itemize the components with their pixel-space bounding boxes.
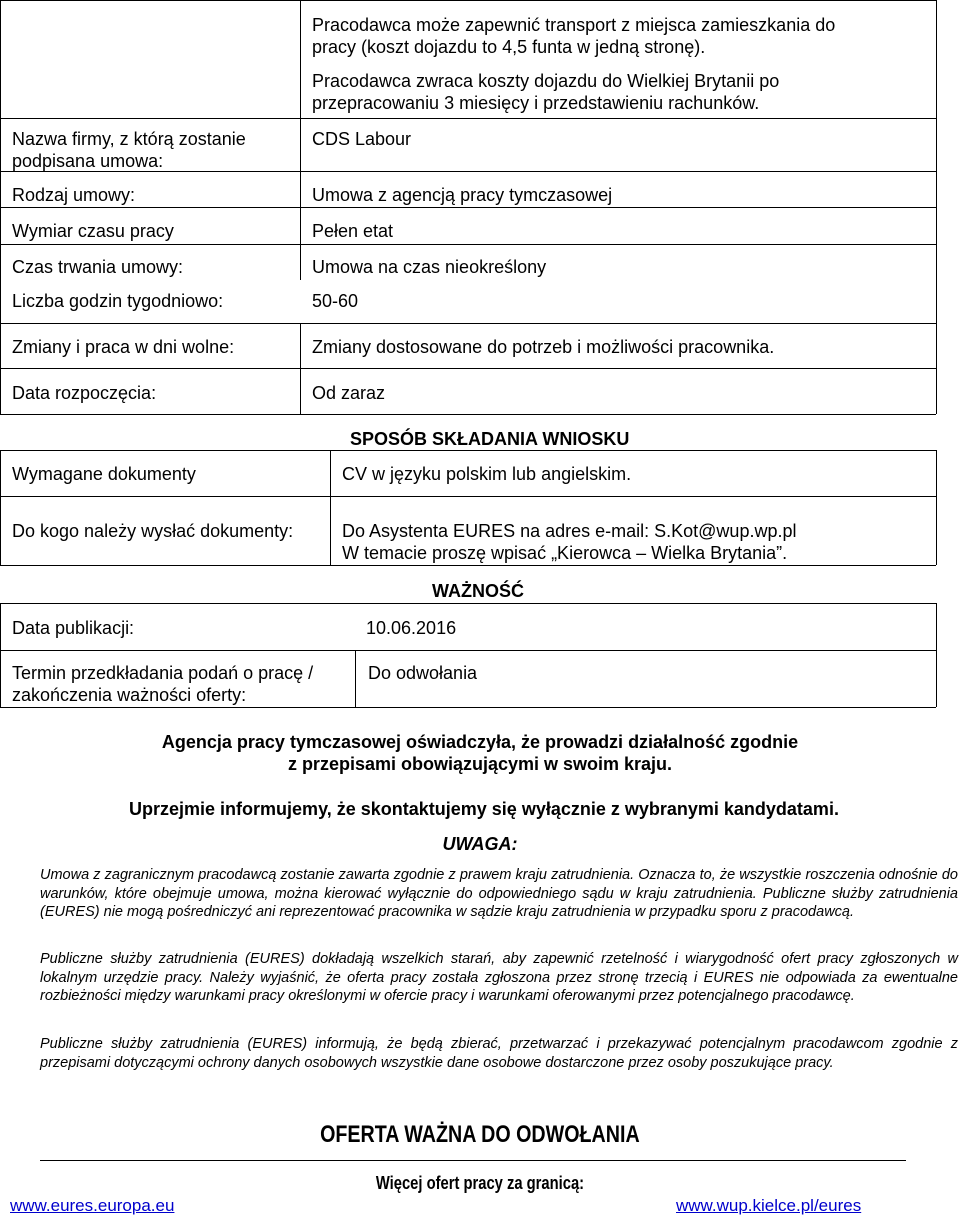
contact-notice: Uprzejmie informujemy, że skontaktujemy się wyłącznie z wybranymi kandydatami. [129,799,839,819]
eures-link[interactable]: www.eures.europa.eu [10,1196,175,1215]
contract-value: Umowa z agencją pracy tymczasowej [312,185,613,205]
validity-heading: WAŻNOŚĆ [432,581,524,601]
deadline-value: Do odwołania [368,663,478,683]
start-value: Od zaraz [312,383,386,403]
company-label-2: podpisana umowa: [12,151,164,171]
hours-label: Liczba godzin tygodniowo: [12,291,224,311]
disclaimer-paragraph-2: Publiczne służby zatrudnienia (EURES) dokładają wszelkich starań, aby zapewnić rzetelność i wiarygodność ofert pracy zgłoszonych w lokalnym urzędzie pracy. Należy wyjaśnić, że oferta pracy została zgłoszona przez stronę trzecią i EURES nie odpowiada za ewentualne rozbieżności między warunkami pracy określonymi w ofercie pracy i warunkami oferowanymi przez potencjalnego pracodawcę. [40,951,958,1004]
send-value-1: Do Asystenta EURES na adres e-mail: S.Kot@wup.wp.pl [342,521,797,541]
shifts-value: Zmiany dostosowane do potrzeb i możliwości pracownika. [312,337,775,357]
deadline-label-1: Termin przedkładania podań o pracę / [12,663,314,683]
footer-divider [40,1160,906,1161]
disclaimer-paragraph-1: Umowa z zagranicznym pracodawcą zostanie zawarta zgodnie z prawem kraju zatrudnienia. Oznacza to, że wszystkie roszczenia odnośnie do warunków, które obejmuje umowa, można kierować wyłącznie do odpowiedniego sądu w kraju zatrudnienia. Publiczne służby zatrudnienia (EURES) nie mogą pośredniczyć ani reprezentować pracownika w sądzie kraju zatrudnienia w przypadku sporu z pracodawcą. [40,867,958,920]
application-heading: SPOSÓB SKŁADANIA WNIOSKU [350,429,630,449]
more-offers-label: Więcej ofert pracy za granicą: [375,1173,585,1193]
agency-statement-2: z przepisami obowiązującymi w swoim kraju. [287,754,673,774]
offer-valid-banner [0,1121,960,1149]
disclaimer-paragraph-3: Publiczne służby zatrudnienia (EURES) informują, że będą zbierać, przetwarzać i przekazywać potencjalnym pracodawcom zgodnie z przepisami dotyczącymi ochrony danych osobowych wszystkie dane osobowe dostarczone przez osoby poszukujące pracy. [40,1036,958,1071]
shifts-label: Zmiany i praca w dni wolne: [12,337,235,357]
start-label: Data rozpoczęcia: [12,383,157,403]
send-value-2: W temacie proszę wpisać „Kierowca – Wielka Brytania”. [342,543,788,563]
offer-valid-text: OFERTA WAŻNA DO ODWOŁANIA [320,1121,640,1148]
wup-kielce-link[interactable]: www.wup.kielce.pl/eures [676,1196,862,1215]
reimbursement-line-1: Pracodawca zwraca koszty dojazdu do Wielkiej Brytanii po [312,71,780,91]
worktime-value: Pełen etat [312,221,394,241]
transport-line-1: Pracodawca może zapewnić transport z miejsca zamieszkania do [312,15,836,35]
company-value: CDS Labour [312,129,412,149]
publication-label: Data publikacji: [12,618,135,638]
send-label: Do kogo należy wysłać dokumenty: [12,521,294,541]
duration-value: Umowa na czas nieokreślony [312,257,547,277]
more-offers-wrap [0,1172,960,1194]
reimbursement-line-2: przepracowaniu 3 miesięcy i przedstawieniu rachunków. [312,93,760,113]
worktime-label: Wymiar czasu pracy [12,221,174,241]
uwaga-heading: UWAGA: [442,834,518,854]
contract-label: Rodzaj umowy: [12,185,136,205]
deadline-label-2: zakończenia ważności oferty: [12,685,247,705]
transport-line-2: pracy (koszt dojazdu to 4,5 funta w jedną stronę). [312,37,706,57]
publication-value: 10.06.2016 [366,618,457,638]
duration-label: Czas trwania umowy: [12,257,184,277]
hours-value: 50-60 [312,291,359,311]
company-label-1: Nazwa firmy, z którą zostanie [12,129,246,149]
documents-value: CV w języku polskim lub angielskim. [342,464,632,484]
agency-statement-1: Agencja pracy tymczasowej oświadczyła, że prowadzi działalność zgodnie [161,732,799,752]
documents-label: Wymagane dokumenty [12,464,196,484]
